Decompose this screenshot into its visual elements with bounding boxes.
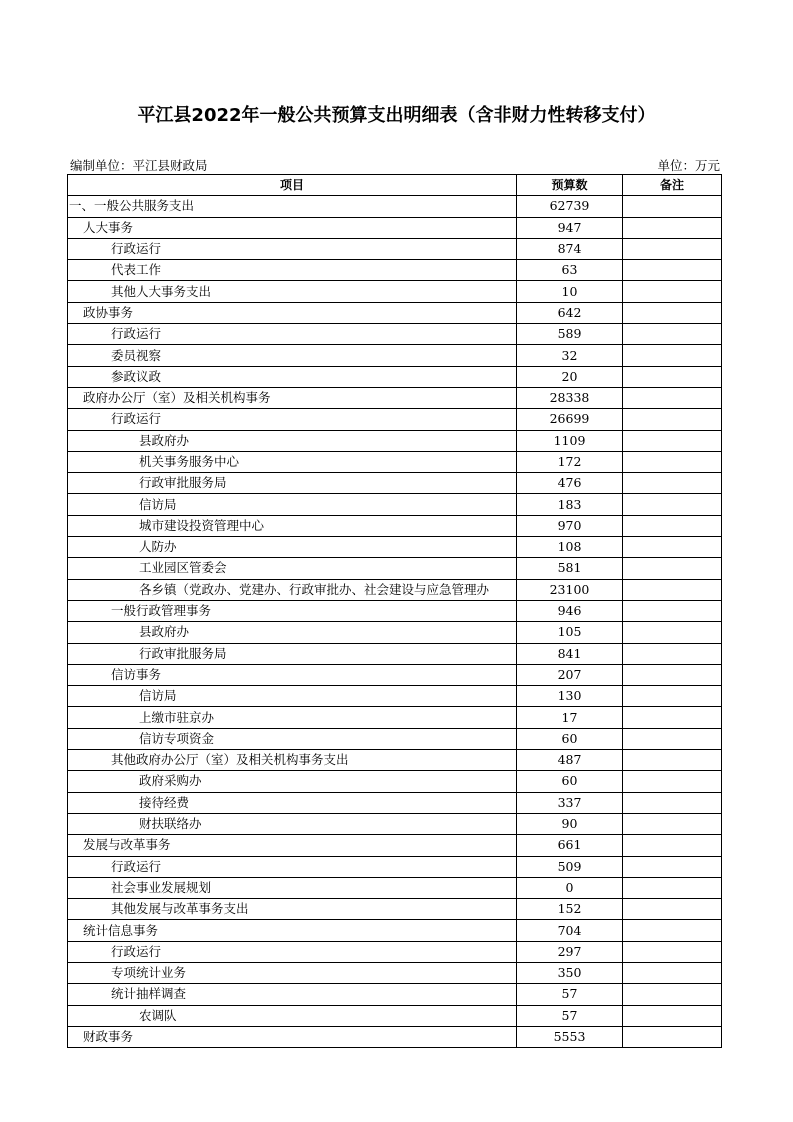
- row-amount: 17: [517, 707, 623, 728]
- row-amount: 350: [517, 962, 623, 983]
- row-note: [623, 664, 722, 685]
- table-row: [68, 792, 722, 813]
- table-row: [68, 196, 722, 217]
- table-row: [68, 430, 722, 451]
- unit-label: 单位：万元: [657, 158, 720, 173]
- row-item: 社会事业发展规划: [68, 877, 517, 898]
- table-row: [68, 941, 722, 962]
- row-note: [623, 813, 722, 834]
- row-note: [623, 622, 722, 643]
- row-note: [623, 920, 722, 941]
- row-amount: 63: [517, 260, 623, 281]
- row-item: 城市建设投资管理中心: [68, 515, 517, 536]
- table-row: [68, 260, 722, 281]
- row-note: [623, 324, 722, 345]
- table-row: [68, 899, 722, 920]
- table-row: [68, 728, 722, 749]
- row-item: 机关事务服务中心: [68, 451, 517, 472]
- table-row: [68, 281, 722, 302]
- row-note: [623, 1005, 722, 1026]
- row-note: [623, 451, 722, 472]
- row-amount: 970: [517, 515, 623, 536]
- row-amount: 60: [517, 728, 623, 749]
- table-row: [68, 217, 722, 238]
- row-item: 一般行政管理事务: [68, 600, 517, 621]
- row-item: 行政运行: [68, 238, 517, 259]
- row-note: [623, 962, 722, 983]
- row-item: 信访局: [68, 494, 517, 515]
- row-note: [623, 302, 722, 323]
- row-amount: 32: [517, 345, 623, 366]
- row-item: 其他人大事务支出: [68, 281, 517, 302]
- row-amount: 476: [517, 473, 623, 494]
- row-amount: 10: [517, 281, 623, 302]
- table-row: [68, 920, 722, 941]
- row-amount: 90: [517, 813, 623, 834]
- table-row: [68, 664, 722, 685]
- row-item: 信访事务: [68, 664, 517, 685]
- budget-table: [67, 174, 722, 1048]
- table-row: [68, 622, 722, 643]
- row-amount: 487: [517, 750, 623, 771]
- table-row: [68, 473, 722, 494]
- row-amount: 337: [517, 792, 623, 813]
- row-note: [623, 366, 722, 387]
- table-row: [68, 409, 722, 430]
- table-row: [68, 579, 722, 600]
- table-row: [68, 1005, 722, 1026]
- row-item: 信访专项资金: [68, 728, 517, 749]
- row-item: 上缴市驻京办: [68, 707, 517, 728]
- row-note: [623, 387, 722, 408]
- table-row: [68, 515, 722, 536]
- row-amount: 581: [517, 558, 623, 579]
- header-item: 项目: [68, 175, 517, 196]
- table-row: [68, 494, 722, 515]
- row-note: [623, 707, 722, 728]
- row-note: [623, 473, 722, 494]
- row-item: 政府采购办: [68, 771, 517, 792]
- table-row: [68, 856, 722, 877]
- row-amount: 57: [517, 984, 623, 1005]
- row-note: [623, 750, 722, 771]
- row-item: 县政府办: [68, 622, 517, 643]
- row-note: [623, 643, 722, 664]
- row-amount: 60: [517, 771, 623, 792]
- row-note: [623, 877, 722, 898]
- table-row: [68, 771, 722, 792]
- row-note: [623, 728, 722, 749]
- table-meta: [68, 157, 720, 174]
- row-amount: 297: [517, 941, 623, 962]
- row-item: 各乡镇（党政办、党建办、行政审批办、社会建设与应急管理办: [68, 579, 517, 600]
- row-note: [623, 600, 722, 621]
- row-item: 县政府办: [68, 430, 517, 451]
- table-row: [68, 1026, 722, 1047]
- row-item: 行政运行: [68, 324, 517, 345]
- row-item: 其他政府办公厅（室）及相关机构事务支出: [68, 750, 517, 771]
- row-item: 政协事务: [68, 302, 517, 323]
- row-amount: 28338: [517, 387, 623, 408]
- row-note: [623, 899, 722, 920]
- row-amount: 108: [517, 537, 623, 558]
- row-amount: 874: [517, 238, 623, 259]
- row-item: 行政审批服务局: [68, 643, 517, 664]
- row-item: 行政审批服务局: [68, 473, 517, 494]
- row-item: 行政运行: [68, 856, 517, 877]
- row-note: [623, 345, 722, 366]
- row-item: 工业园区管委会: [68, 558, 517, 579]
- row-item: 参政议政: [68, 366, 517, 387]
- row-item: 其他发展与改革事务支出: [68, 899, 517, 920]
- table-row: [68, 686, 722, 707]
- table-row: [68, 345, 722, 366]
- row-amount: 661: [517, 835, 623, 856]
- row-item: 接待经费: [68, 792, 517, 813]
- table-row: [68, 750, 722, 771]
- table-row: [68, 537, 722, 558]
- table-row: [68, 962, 722, 983]
- row-amount: 20: [517, 366, 623, 387]
- table-row: [68, 984, 722, 1005]
- row-note: [623, 260, 722, 281]
- row-note: [623, 1026, 722, 1047]
- row-note: [623, 771, 722, 792]
- row-item: 一、一般公共服务支出: [68, 196, 517, 217]
- row-amount: 642: [517, 302, 623, 323]
- row-amount: 172: [517, 451, 623, 472]
- row-note: [623, 579, 722, 600]
- table-row: [68, 643, 722, 664]
- row-note: [623, 941, 722, 962]
- row-item: 发展与改革事务: [68, 835, 517, 856]
- table-row: [68, 387, 722, 408]
- row-amount: 57: [517, 1005, 623, 1026]
- row-amount: 183: [517, 494, 623, 515]
- row-amount: 509: [517, 856, 623, 877]
- row-note: [623, 835, 722, 856]
- table-row: [68, 813, 722, 834]
- table-row: [68, 877, 722, 898]
- row-amount: 105: [517, 622, 623, 643]
- row-note: [623, 856, 722, 877]
- row-note: [623, 558, 722, 579]
- table-row: [68, 366, 722, 387]
- table-row: [68, 451, 722, 472]
- table-row: [68, 558, 722, 579]
- row-item: 政府办公厅（室）及相关机构事务: [68, 387, 517, 408]
- table-row: [68, 600, 722, 621]
- table-row: [68, 302, 722, 323]
- table-header-row: [68, 175, 722, 196]
- row-item: 信访局: [68, 686, 517, 707]
- row-item: 人防办: [68, 537, 517, 558]
- row-amount: 946: [517, 600, 623, 621]
- row-amount: 23100: [517, 579, 623, 600]
- row-item: 财政事务: [68, 1026, 517, 1047]
- row-item: 专项统计业务: [68, 962, 517, 983]
- row-amount: 62739: [517, 196, 623, 217]
- row-item: 人大事务: [68, 217, 517, 238]
- table-row: [68, 835, 722, 856]
- compiler-label: 编制单位：平江县财政局: [70, 158, 208, 173]
- row-note: [623, 430, 722, 451]
- row-item: 农调队: [68, 1005, 517, 1026]
- table-row: [68, 238, 722, 259]
- row-note: [623, 281, 722, 302]
- row-item: 委员视察: [68, 345, 517, 366]
- row-note: [623, 238, 722, 259]
- page-title: 平江县2022年一般公共预算支出明细表（含非财力性转移支付）: [137, 105, 656, 126]
- header-note: 备注: [623, 175, 722, 196]
- row-item: 行政运行: [68, 941, 517, 962]
- row-amount: 1109: [517, 430, 623, 451]
- row-amount: 704: [517, 920, 623, 941]
- row-amount: 207: [517, 664, 623, 685]
- row-note: [623, 792, 722, 813]
- table-body: [68, 196, 722, 1048]
- row-amount: 152: [517, 899, 623, 920]
- row-note: [623, 409, 722, 430]
- row-amount: 5553: [517, 1026, 623, 1047]
- row-amount: 947: [517, 217, 623, 238]
- row-note: [623, 984, 722, 1005]
- row-amount: 841: [517, 643, 623, 664]
- row-amount: 589: [517, 324, 623, 345]
- row-amount: 130: [517, 686, 623, 707]
- row-item: 行政运行: [68, 409, 517, 430]
- row-note: [623, 196, 722, 217]
- header-amount: 预算数: [517, 175, 623, 196]
- row-amount: 26699: [517, 409, 623, 430]
- row-item: 统计抽样调查: [68, 984, 517, 1005]
- row-item: 代表工作: [68, 260, 517, 281]
- row-note: [623, 217, 722, 238]
- table-row: [68, 707, 722, 728]
- row-note: [623, 515, 722, 536]
- row-note: [623, 686, 722, 707]
- row-item: 统计信息事务: [68, 920, 517, 941]
- row-note: [623, 494, 722, 515]
- table-row: [68, 324, 722, 345]
- row-note: [623, 537, 722, 558]
- row-item: 财扶联络办: [68, 813, 517, 834]
- row-amount: 0: [517, 877, 623, 898]
